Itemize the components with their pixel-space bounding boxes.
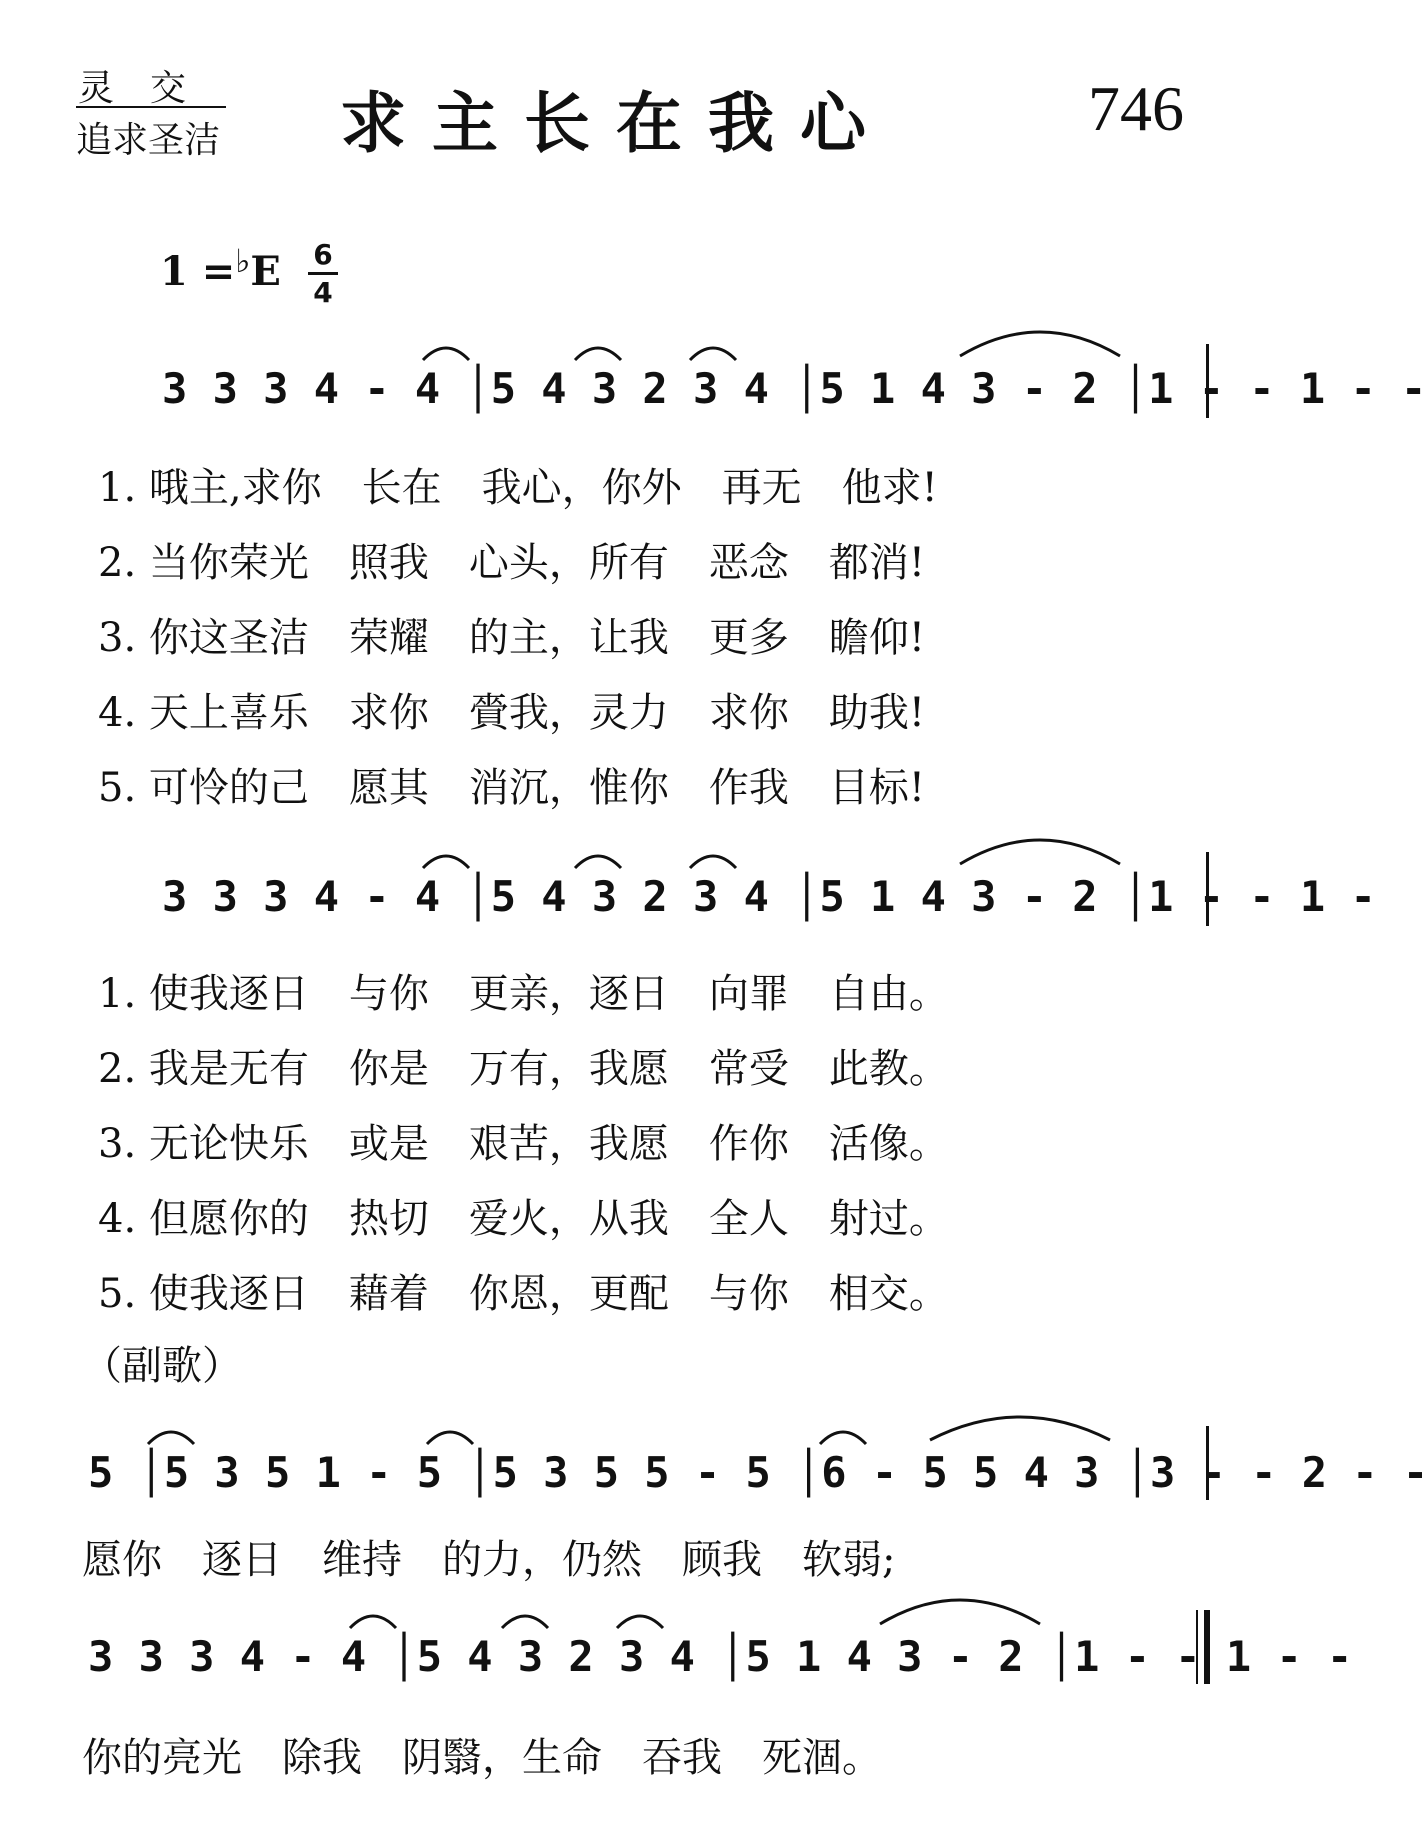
tie-arc xyxy=(960,840,1120,864)
chorus-notes-line-2: 3 3 3 4 - 4 │5 4 3 2 3 4 │5 1 4 3 - 2 │1 - - 1 - - xyxy=(88,1632,1353,1681)
verse-lyric-2: 2. 我是无有 你是 万有，我愿 常受 此教。 xyxy=(98,1046,949,1092)
key-letter: E xyxy=(250,248,281,295)
chorus-notes-line-1: 5 │5 3 5 1 - 5 │5 3 5 5 - 5 │6 - 5 5 4 3 │3 - - 2 - - xyxy=(88,1448,1428,1497)
verse-lyric-3: 3. 你这圣洁 荣耀 的主，让我 更多 瞻仰! xyxy=(98,615,925,661)
slur-arc xyxy=(423,856,469,868)
chorus-lyric-1: 愿你 逐日 维持 的力，仍然 顾我 软弱; xyxy=(82,1537,896,1583)
slur-arc xyxy=(690,348,736,360)
verse-lyric-4: 4. 天上喜乐 求你 賫我，灵力 求你 助我! xyxy=(98,690,925,736)
slur-arc xyxy=(502,1616,548,1628)
hymn-title: 求主长在我心 xyxy=(340,85,892,162)
chorus-label: （副歌） xyxy=(82,1343,242,1389)
key-label: 1 = xyxy=(160,248,236,295)
hymn-number: 746 xyxy=(1088,73,1184,144)
slur-arc xyxy=(350,1616,396,1628)
verse-lyric-1: 1. 哦主,求你 长在 我心，你外 再无 他求! xyxy=(98,465,938,511)
flat-sign: ♭ xyxy=(235,242,251,280)
slur-arc xyxy=(690,856,736,868)
category-top: 灵 交 xyxy=(78,68,187,109)
slur-arc xyxy=(423,348,469,360)
slur-arc xyxy=(575,348,621,360)
tie-arc xyxy=(880,1600,1040,1624)
tie-arc xyxy=(960,332,1120,356)
time-signature-bottom: 4 xyxy=(313,276,333,309)
tie-arc xyxy=(930,1417,1110,1440)
verse-notes-line-2: 3 3 3 4 - 4 │5 4 3 2 3 4 │5 1 4 3 - 2 │1 - - 1 - xyxy=(162,872,1376,921)
time-signature-top: 6 xyxy=(313,238,333,271)
category-bottom: 追求圣洁 xyxy=(76,120,221,161)
verse-lyric-3: 3. 无论快乐 或是 艰苦，我愿 作你 活像。 xyxy=(98,1121,949,1167)
verse-lyric-4: 4. 但愿你的 热切 爱火，从我 全人 射过。 xyxy=(98,1196,949,1242)
slur-arc xyxy=(617,1616,663,1628)
verse-lyric-2: 2. 当你荣光 照我 心头，所有 恶念 都消! xyxy=(98,540,925,586)
verse-lyric-1: 1. 使我逐日 与你 更亲，逐日 向罪 自由。 xyxy=(98,971,949,1017)
verse-lyric-5: 5. 使我逐日 藉着 你恩，更配 与你 相交。 xyxy=(98,1271,949,1317)
slur-arc xyxy=(427,1432,473,1444)
verse-notes-line-1: 3 3 3 4 - 4 │5 4 3 2 3 4 │5 1 4 3 - 2 │1 - - 1 - - xyxy=(162,364,1427,413)
chorus-lyric-2: 你的亮光 除我 阴翳，生命 吞我 死涸。 xyxy=(82,1735,882,1781)
slur-arc xyxy=(575,856,621,868)
slur-arc xyxy=(148,1432,194,1444)
slur-arc xyxy=(820,1432,866,1444)
verse-lyric-5: 5. 可怜的己 愿其 消沉，惟你 作我 目标! xyxy=(98,765,925,811)
